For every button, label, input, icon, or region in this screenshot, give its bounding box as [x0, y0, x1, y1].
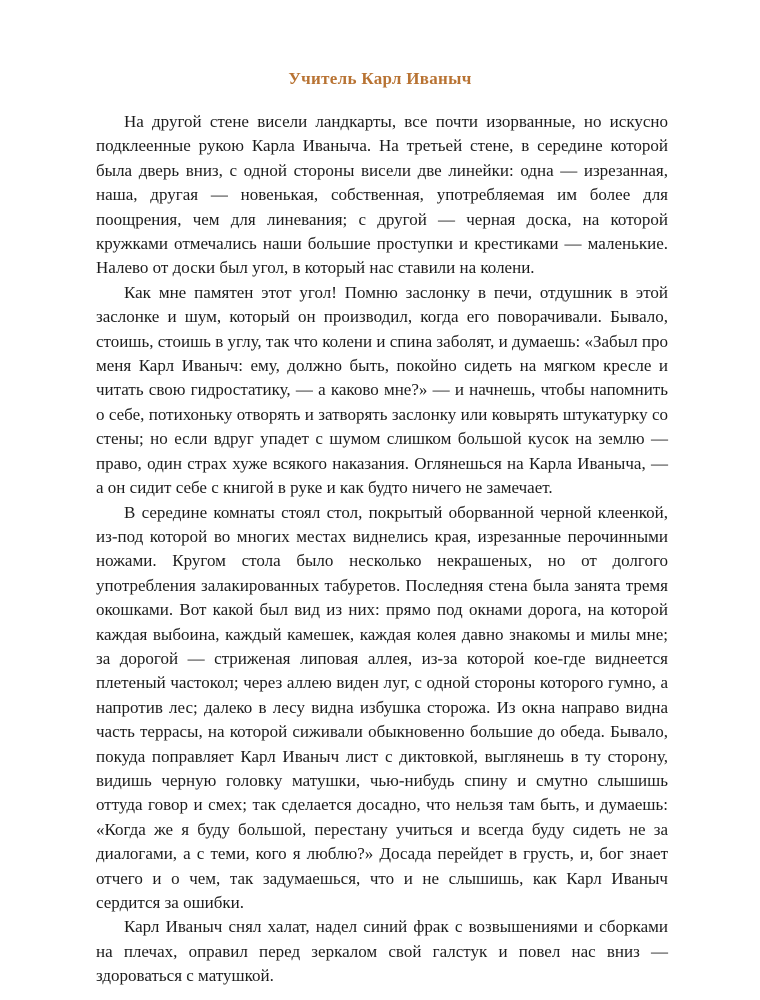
- paragraph-3: В середине комнаты стоял стол, покрытый оборванной черной клеенкой, из-под которой во многих местах виднелись края, изрезанные перочинными ножами. Кругом стола было несколько некрашеных, но от долгого употребления залакированных табуретов. Последняя стена была занята тремя окошками. Вот какой был вид из них: прямо под окнами дорога, на которой каждая выбоина, каждый камешек, каждая колея давно знакомы и милы мне; за дорогой — стриженая липовая аллея, из-за которой кое-где виднеется плетеный частокол; через аллею виден луг, с одной стороны которого гумно, а напротив лес; далеко в лесу видна избушка сторожа. Из окна направо видна часть террасы, на которой сиживали обыкновенно большие до обеда. Бывало, покуда поправляет Карл Иваныч лист с диктовкой, выглянешь в ту сторону, видишь черную головку матушки, чью-нибудь спину и смутно слышишь оттуда говор и смех; так сделается досадно, что нельзя там быть, и думаешь: «Когда же я буду большой, перестану учиться и всегда буду сидеть не за диалогами, а с теми, кого я люблю?» Досада перейдет в грусть, и, бог знает отчего и о чем, так задумаешься, что и не слышишь, как Карл Иваныч сердится за ошибки.: [96, 502, 668, 912]
- paragraph-2: Как мне памятен этот угол! Помню заслонку в печи, отдушник в этой заслонке и шум, который он производил, когда его поворачивали. Бывало, стоишь, стоишь в углу, так что колени и спина заболят, и думаешь: «Забыл про меня Карл Иваныч: ему, должно быть, покойно сидеть на мягком кресле и читать свою гидростатику, — а каково мне?» — и начнешь, чтобы напомнить о себе, потихоньку отворять и затворять заслонку или ковырять штукатурку со стены; но если вдруг упадет с шумом слишком большой кусок на землю — право, один страх хуже всякого наказания. Оглянешься на Карла Иваныча, — а он сидит себе с книгой в руке и как будто ничего не замечает.: [96, 282, 668, 498]
- chapter-title: Учитель Карл Иваныч: [288, 69, 472, 88]
- paragraph-4: Карл Иваныч снял халат, надел синий фрак с возвышениями и сборками на плечах, оправил перед зеркалом свой галстук и повел нас вниз — здороваться с матушкой.: [96, 917, 668, 986]
- paragraph-1: На другой стене висели ландкарты, все почти изорванные, но искусно подклеенные рукою Карла Иваныча. На третьей стене, в середине которой была дверь вниз, с одной стороны висели две линейки: одна — изрезанная, наша, другая — новенькая, собственная, употребляемая им более для поощрения, чем для линевания; с другой — черная доска, на которой кружками отмечались наши большие проступки и крестиками — маленькие. Налево от доски был угол, в который нас ставили на колени.: [96, 112, 668, 278]
- chapter-body: [96, 110, 668, 989]
